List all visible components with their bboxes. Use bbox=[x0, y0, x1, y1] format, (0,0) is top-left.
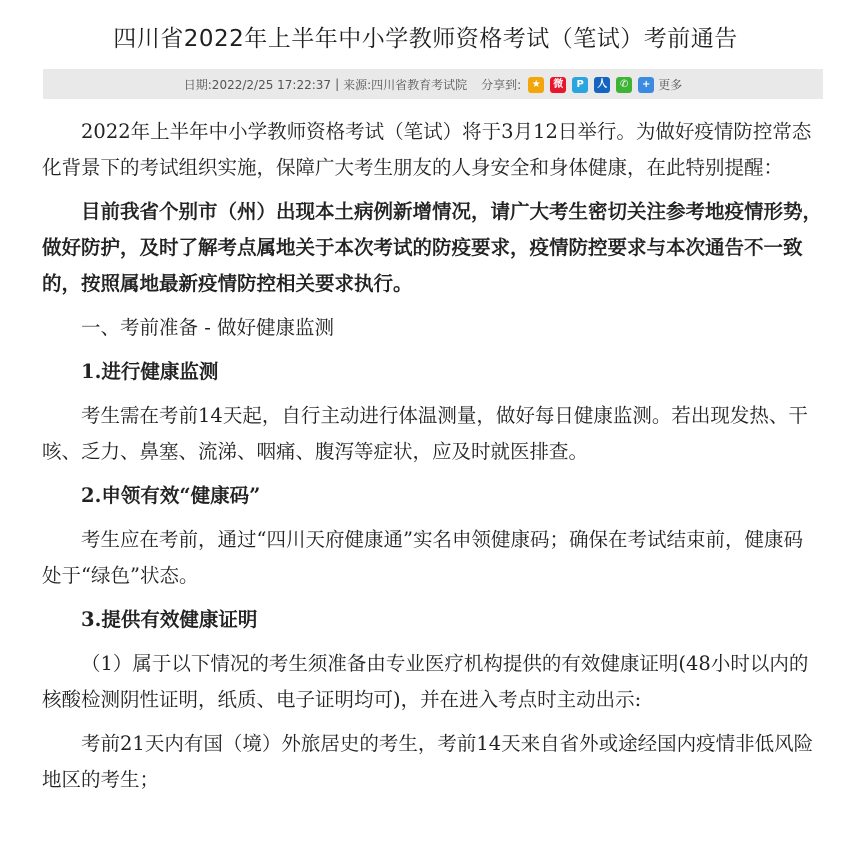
intro-paragraph: 2022年上半年中小学教师资格考试（笔试）将于3月12日举行。为做好疫情防控常态化背景下的考试组织实施，保障广大考生朋友的人身安全和身体健康，在此特别提醒： bbox=[42, 120, 812, 179]
meta-separator: | bbox=[335, 77, 340, 91]
health-monitoring-paragraph: 考生需在考前14天起，自行主动进行体温测量，做好每日健康监测。若出现发热、干咳、乏力、鼻塞、流涕、咽痛、腹泻等症状，应及时就医排查。 bbox=[42, 404, 808, 463]
share-more-link[interactable]: 更多 bbox=[658, 77, 683, 92]
share-label: 分享到: bbox=[481, 77, 522, 92]
section-heading: 一、考前准备 - 做好健康监测 bbox=[81, 316, 334, 339]
article-source: 来源:四川省教育考试院 bbox=[343, 77, 468, 92]
wechat-icon[interactable]: ✆ bbox=[616, 77, 632, 93]
qzone-icon[interactable]: ★ bbox=[528, 77, 544, 93]
subheading-health-certificate: 3.提供有效健康证明 bbox=[81, 608, 258, 631]
health-certificate-paragraph: （1）属于以下情况的考生须准备由专业医疗机构提供的有效健康证明(48小时以内的核酸检测阴性证明，纸质、电子证明均可)，并在进入考点时主动出示: bbox=[42, 652, 809, 711]
article-body bbox=[42, 114, 822, 798]
page-title: 四川省2022年上半年中小学教师资格考试（笔试）考前通告 bbox=[113, 26, 738, 52]
share-icons bbox=[525, 76, 657, 93]
article-meta-bar bbox=[43, 69, 823, 99]
health-code-paragraph: 考生应在考前，通过“四川天府健康通”实名申领健康码；确保在考试结束前，健康码处于“绿色”状态。 bbox=[42, 528, 803, 587]
notice-paragraph: 目前我省个别市（州）出现本土病例新增情况，请广大考生密切关注参考地疫情形势，做好防护，及时了解考点属地关于本次考试的防疫要求，疫情防控要求与本次通告不一致的，按照属地最新疫情防控相关要求执行。 bbox=[42, 200, 823, 295]
renren-icon[interactable]: 人 bbox=[594, 77, 610, 93]
subheading-health-code: 2.申领有效“健康码” bbox=[81, 484, 261, 507]
plus-icon[interactable]: + bbox=[638, 77, 654, 93]
travel-history-paragraph: 考前21天内有国（境）外旅居史的考生，考前14天来自省外或途经国内疫情非低风险地区的考生； bbox=[42, 732, 814, 791]
weibo-icon[interactable]: 微 bbox=[550, 77, 566, 93]
qq-weibo-icon[interactable]: P bbox=[572, 77, 588, 93]
publish-date: 日期:2022/2/25 17:22:37 bbox=[183, 77, 332, 92]
subheading-health-monitoring: 1.进行健康监测 bbox=[81, 360, 219, 383]
